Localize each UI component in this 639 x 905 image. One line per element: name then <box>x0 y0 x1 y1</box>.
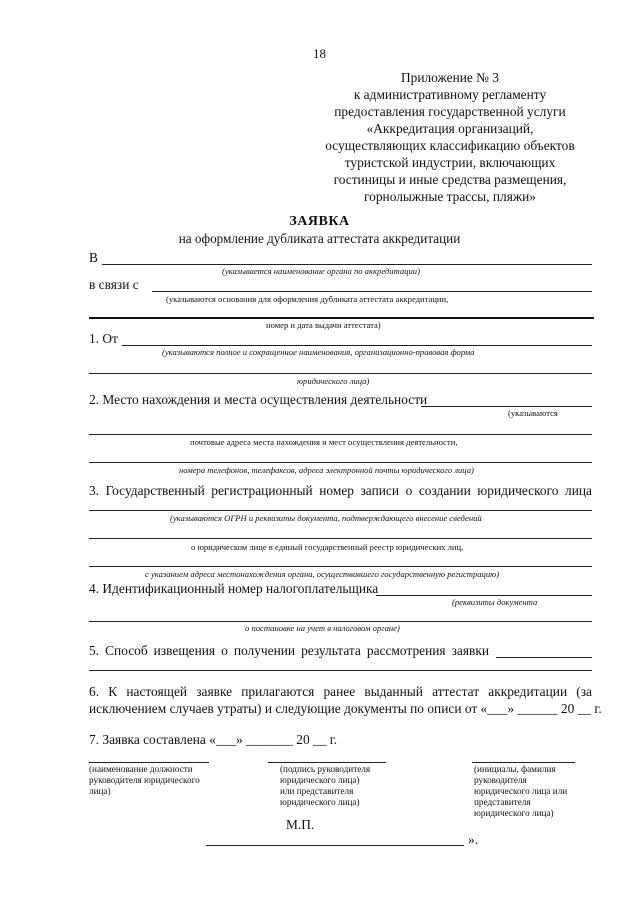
appendix-line: к административному регламенту <box>353 87 547 102</box>
item6-line2: исключением случаев утраты) и следующие документы по описи от «___» ______ 20 __ г. <box>89 701 602 716</box>
recipient-caption: (указывается наименование органа по аккредитации) <box>222 266 420 276</box>
reason-field-line[interactable] <box>152 291 592 292</box>
document-title: ЗАЯВКА <box>289 214 350 229</box>
date-field-line[interactable] <box>206 845 464 846</box>
item4-field-line[interactable] <box>376 595 592 596</box>
signature-line[interactable] <box>268 762 386 763</box>
name-signature-line[interactable] <box>472 762 575 763</box>
reason-field-line-2[interactable] <box>89 317 594 319</box>
item2-field-line-2[interactable] <box>89 434 592 435</box>
item3-field-line[interactable] <box>89 510 592 511</box>
signature-caption-line: лица) <box>89 786 111 796</box>
item1-label: 1. От <box>89 331 118 346</box>
item4-caption-2: о постановке на учет в налоговом органе) <box>245 623 400 633</box>
item3-caption-3: с указанием адреса местонахождения органа, осуществившего государственную регистрацию) <box>145 569 500 579</box>
item5-field-line-2[interactable] <box>89 670 592 671</box>
closing-quote: ». <box>468 832 479 847</box>
signature-caption-line: или представителя <box>280 786 354 796</box>
recipient-label: В <box>89 250 98 265</box>
item2-caption: (указываются <box>508 408 558 418</box>
recipient-field-line[interactable] <box>102 264 592 265</box>
item5-field-line[interactable] <box>496 657 592 658</box>
appendix-line: предоставления государственной услуги <box>334 104 566 119</box>
item5-label: 5. Способ извещения о получении результата рассмотрения заявки <box>89 643 489 658</box>
signature-caption-line: представителя <box>474 797 531 807</box>
item4-caption: (реквизиты документа <box>452 597 538 607</box>
item3-field-line-3[interactable] <box>89 566 592 567</box>
reason-label: в связи с <box>89 277 139 292</box>
stamp-label: М.П. <box>286 817 315 832</box>
item4-label: 4. Идентификационный номер налогоплательщика <box>89 581 379 596</box>
item1-field-line-2[interactable] <box>89 373 592 374</box>
item3-field-line-2[interactable] <box>89 538 592 539</box>
item3-label: 3. Государственный регистрационный номер записи о создании юридического лица <box>89 483 592 498</box>
item4-field-line-2[interactable] <box>89 621 592 622</box>
reason-caption-2: номер и дата выдачи аттестата) <box>266 320 381 330</box>
signature-caption-line: юридического лица или <box>474 786 568 796</box>
item2-field-line[interactable] <box>421 406 592 407</box>
item3-caption-2: о юридическом лице в единый государственный реестр юридических лиц, <box>191 542 464 552</box>
appendix-line: «Аккредитация организаций, <box>366 121 534 136</box>
appendix-line: осуществляющих классификацию объектов <box>325 138 575 153</box>
signature-caption-line: (подпись руководителя <box>280 764 371 774</box>
appendix-line: Приложение № 3 <box>400 70 500 85</box>
reason-caption: (указываются основания для оформления дубликата аттестата аккредитации, <box>166 294 449 304</box>
appendix-line: туристской индустрии, включающих <box>344 155 556 170</box>
document-subtitle: на оформление дубликата аттестата аккредитации <box>178 231 461 246</box>
signature-caption-line: юридического лица) <box>280 797 360 807</box>
page-number: 18 <box>313 46 326 61</box>
position-signature-line[interactable] <box>89 762 209 763</box>
item1-caption: (указываются полное и сокращенное наименования, организационно-правовая форма <box>162 347 475 357</box>
item3-caption: (указываются ОГРН и реквизиты документа, подтверждающего внесение сведений <box>170 513 482 523</box>
item2-caption-3: номера телефонов, телефаксов, адреса электронной почты юридического лица) <box>179 465 474 475</box>
appendix-line: горнолыжные трассы, пляжи» <box>364 189 536 204</box>
item7-date: 7. Заявка составлена «___» _______ 20 __ г. <box>89 732 338 747</box>
signature-caption-line: (инициалы, фамилия <box>474 764 556 774</box>
item2-label: 2. Место нахождения и места осуществления деятельности <box>89 392 428 407</box>
signature-caption-line: руководителя <box>474 775 527 785</box>
item6-line1: 6. К настоящей заявке прилагаются ранее выданный аттестат аккредитации (за <box>89 684 592 699</box>
signature-caption-line: руководителя юридического <box>89 775 200 785</box>
appendix-line: гостиницы и иные средства размещения, <box>333 172 567 187</box>
signature-caption-line: (наименование должности <box>89 764 193 774</box>
item2-field-line-3[interactable] <box>89 462 592 463</box>
item2-caption-2: почтовые адреса места нахождения и мест осуществления деятельности, <box>190 437 458 447</box>
signature-caption-line: юридического лица) <box>280 775 360 785</box>
signature-caption-line: юридического лица) <box>474 808 554 818</box>
item1-caption-2: юридического лица) <box>297 376 370 386</box>
item1-field-line[interactable] <box>122 345 592 346</box>
